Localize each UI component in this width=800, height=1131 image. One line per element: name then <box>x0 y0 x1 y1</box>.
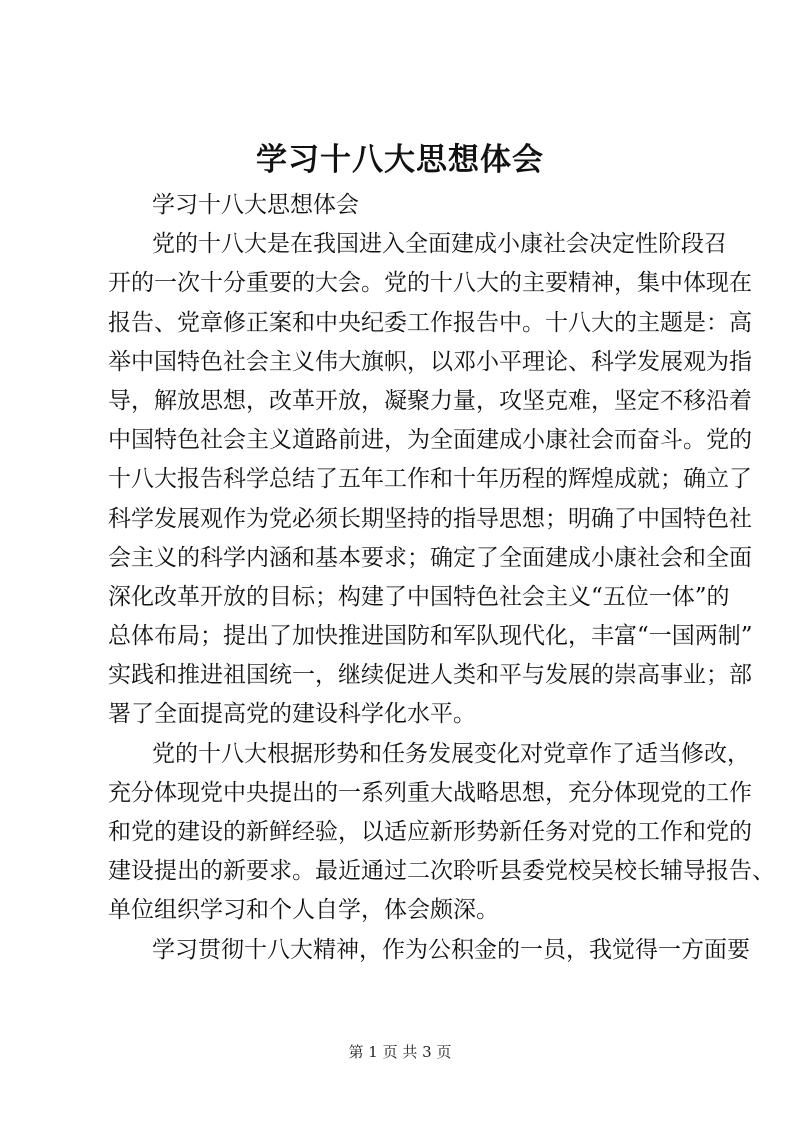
paragraph-2 <box>108 735 775 931</box>
paragraph-1-line: 党的十八大是在我国进入全面建成小康社会决定性阶段召 <box>152 231 727 258</box>
paragraph-1-line: 报告、党章修正案和中央纪委工作报告中。十八大的主题是：高 <box>108 309 752 336</box>
paragraph-3-line: 学习贯彻十八大精神，作为公积金的一员，我觉得一方面要 <box>152 936 750 963</box>
page-footer: 第 1 页 共 3 页 <box>348 1043 452 1061</box>
paragraph-1-line: 深化改革开放的目标；构建了中国特色社会主义“五位一体”的 <box>108 583 730 610</box>
paragraph-1-line: 署了全面提高党的建设科学化水平。 <box>108 701 476 728</box>
paragraph-1-line: 实践和推进祖国统一，继续促进人类和平与发展的崇高事业；部 <box>108 662 752 689</box>
paragraph-2-line: 和党的建设的新鲜经验，以适应新形势新任务对党的工作和党的 <box>108 819 752 845</box>
paragraph-1-line: 总体布局；提出了加快推进国防和军队现代化，丰富“一国两制” <box>108 623 753 650</box>
document-title: 学习十八大思想体会 <box>256 142 544 178</box>
paragraph-1-line: 举中国特色社会主义伟大旗帜，以邓小平理论、科学发展观为指 <box>108 348 752 375</box>
paragraph-2-line: 建设提出的新要求。最近通过二次聆听县委党校吴校长辅导报告、 <box>108 858 775 885</box>
paragraph-1-line: 开的一次十分重要的大会。党的十八大的主要精神，集中体现在 <box>108 270 752 297</box>
paragraph-2-line: 党的十八大根据形势和任务发展变化对党章作了适当修改， <box>152 740 750 767</box>
paragraph-1-line: 十八大报告科学总结了五年工作和十年历程的辉煌成就；确立了 <box>108 466 752 493</box>
paragraph-2-line: 充分体现党中央提出的一系列重大战略思想，充分体现党的工作 <box>108 779 752 806</box>
paragraph-1 <box>108 225 753 734</box>
paragraph-3 <box>108 931 750 970</box>
paragraph-1-line: 科学发展观作为党必须长期坚持的指导思想；明确了中国特色社 <box>108 505 752 532</box>
paragraph-1-line: 导，解放思想，改革开放，凝聚力量，攻坚克难，坚定不移沿着 <box>108 387 752 414</box>
paragraph-1-line: 会主义的科学内涵和基本要求；确定了全面建成小康社会和全面 <box>108 544 752 571</box>
document-subtitle: 学习十八大思想体会 <box>152 192 359 218</box>
document-body <box>108 186 775 970</box>
paragraph-2-line: 单位组织学习和个人自学，体会颇深。 <box>108 897 499 924</box>
paragraph-1-line: 中国特色社会主义道路前进，为全面建成小康社会而奋斗。党的 <box>108 427 752 454</box>
